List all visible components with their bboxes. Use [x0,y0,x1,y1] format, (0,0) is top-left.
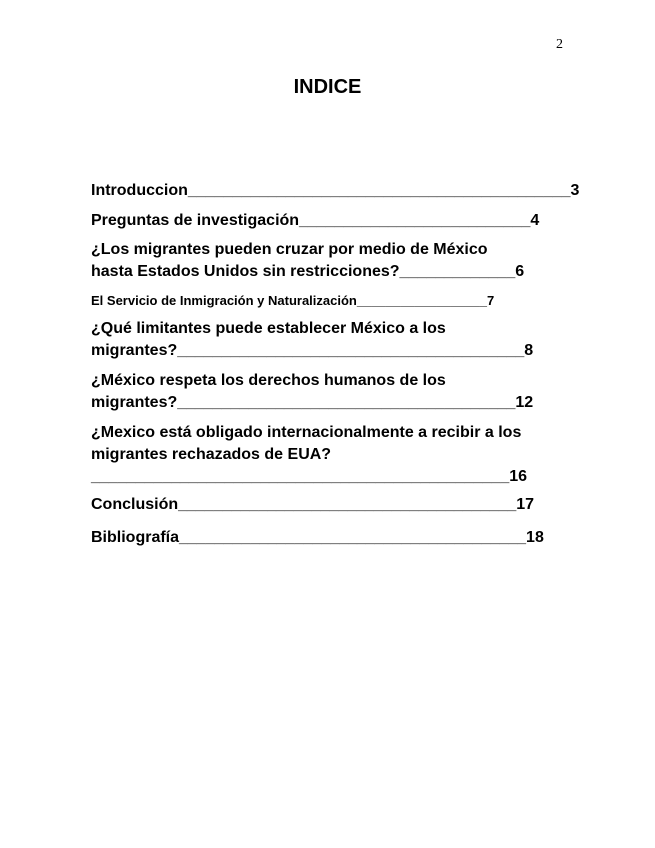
toc-entry-introduccion [91,180,579,202]
toc-entry-line: El Servicio de Inmigración y Naturalización__________________7 [91,293,495,308]
toc-entry-bibliografia [91,527,544,549]
toc-entry-obligado [91,422,527,488]
toc-entry-line: ¿Mexico está obligado internacionalmente a recibir a los [91,424,522,441]
toc-entry-line: Introduccion___________________________________________3 [91,182,580,199]
toc-entry-line: ¿Qué limitantes puede establecer México a los [91,320,446,337]
toc-entry-line: migrantes?_______________________________________8 [91,342,534,359]
toc-entry-servicio [91,292,494,310]
toc-entry-line: Bibliografía_______________________________________18 [91,529,544,546]
toc-entry-line: _______________________________________________16 [91,468,528,485]
toc-entry-line: migrantes rechazados de EUA? [91,446,332,463]
toc-entry-line: Conclusión______________________________________17 [91,496,535,513]
toc-entry-derechos [91,370,533,414]
toc-entry-line: ¿México respeta los derechos humanos de los [91,372,446,389]
toc-entry-cruzar [91,239,524,283]
toc-entry-limitantes [91,318,533,362]
page-number: 2 [556,37,563,52]
toc-entry-line: migrantes?______________________________________12 [91,394,534,411]
toc-entry-line: hasta Estados Unidos sin restricciones?_____________6 [91,263,525,280]
page-title: INDICE [293,76,362,98]
toc-entry-conclusion [91,494,534,516]
toc-entry-line: Preguntas de investigación__________________________4 [91,212,540,229]
toc-entry-line: ¿Los migrantes pueden cruzar por medio de México [91,241,488,258]
toc-entry-preguntas [91,210,539,232]
